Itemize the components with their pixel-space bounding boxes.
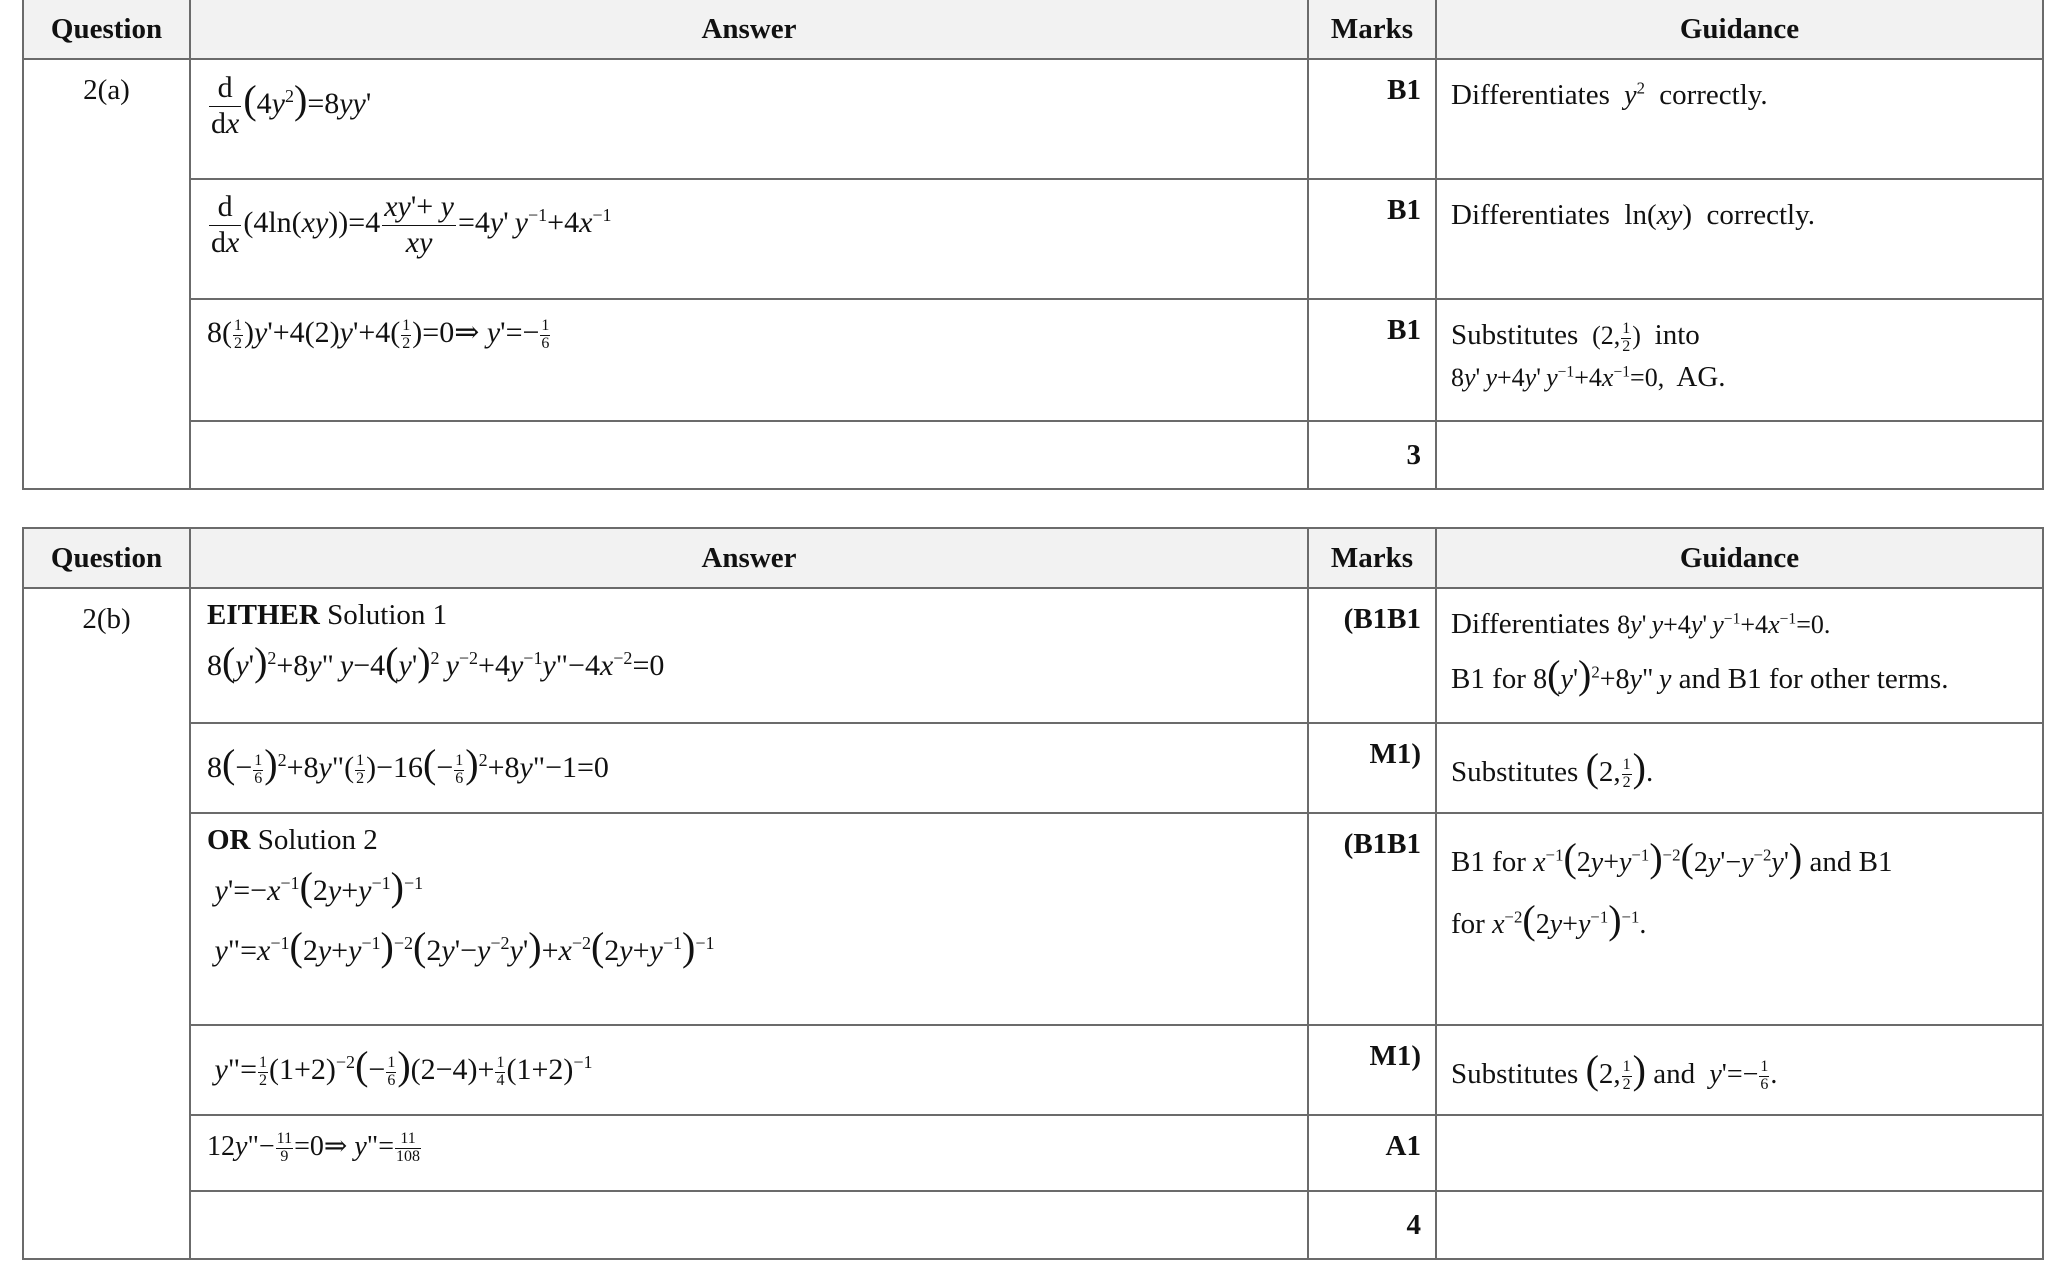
guidance-text: Differentiates bbox=[1451, 79, 1610, 111]
table-row bbox=[23, 1115, 2043, 1191]
question-number: 2(a) bbox=[23, 59, 190, 489]
answer-cell bbox=[190, 299, 1308, 421]
guidance-line1-math: $x^{-1}(2y+y^{-1})^{-2}(2y'-y^{-2}y')$ bbox=[1533, 835, 1803, 880]
marks-cell: M1) bbox=[1308, 1025, 1436, 1115]
guidance-line2-text: for bbox=[1451, 908, 1485, 941]
header-question: Question bbox=[23, 0, 190, 59]
answer-cell bbox=[190, 59, 1308, 179]
guidance-cell bbox=[1436, 723, 2043, 813]
answer-math: $\frac{d}{dx}$ $(4y^2)=8yy'$ bbox=[211, 71, 372, 140]
answer-math: $8(y')^2+8y$" $y-4(y')^2$ $y^{-2}+4y^{-1}y"-4x^{-2}=0$ bbox=[207, 639, 665, 684]
guidance-cell bbox=[1436, 59, 2043, 179]
solution-heading bbox=[207, 824, 1293, 857]
guidance-math2: y'=− $\frac{1}{6}$ . bbox=[1709, 1058, 1778, 1094]
guidance-math: (2, $\frac{1}{2}$ ) bbox=[1585, 1047, 1646, 1093]
marks-cell: B1 bbox=[1308, 179, 1436, 299]
guidance-line1-tail: and B1 bbox=[1809, 846, 1893, 878]
table-row bbox=[23, 588, 2043, 723]
solution-heading-text: Solution 1 bbox=[327, 599, 448, 631]
solution-heading-bold: OR bbox=[207, 824, 251, 856]
guidance-text: Differentiates bbox=[1451, 199, 1610, 231]
guidance-text: Substitutes bbox=[1451, 756, 1579, 788]
header-row bbox=[23, 528, 2043, 588]
guidance-text: Substitutes bbox=[1451, 319, 1579, 351]
answer-cell bbox=[190, 723, 1308, 813]
answer-cell bbox=[190, 179, 1308, 299]
total-row bbox=[23, 1191, 2043, 1259]
question-number: 2(b) bbox=[23, 588, 190, 1259]
guidance-line2-tail: and B1 for other terms. bbox=[1678, 663, 1949, 696]
marks-cell: A1 bbox=[1308, 1115, 1436, 1191]
answer-math: 8( $\frac{1}{2}$ )y'+4(2)y'+4( $\frac{1}{2}$ )=0⇒ y'=− $\frac{1}{6}$ bbox=[207, 316, 550, 352]
guidance-text: Substitutes bbox=[1451, 1058, 1579, 1090]
answer-cell-empty bbox=[190, 421, 1308, 489]
guidance-cell bbox=[1436, 179, 2043, 299]
header-marks: Marks bbox=[1308, 0, 1436, 59]
guidance-tail: correctly. bbox=[1706, 199, 1815, 231]
solution-heading-bold: EITHER bbox=[207, 599, 320, 631]
guidance-mid: and bbox=[1653, 1058, 1696, 1090]
total-marks: 4 bbox=[1308, 1191, 1436, 1259]
guidance-tail: correctly. bbox=[1659, 79, 1768, 111]
answer-cell bbox=[190, 588, 1308, 723]
guidance-cell-empty bbox=[1436, 1191, 2043, 1259]
guidance-math: (2, $\frac{1}{2}$ ). bbox=[1585, 745, 1654, 791]
marks-cell: B1 bbox=[1308, 59, 1436, 179]
table-row bbox=[23, 299, 2043, 421]
answer-math: $\frac{d}{dx}$ (4ln(xy))=4 $\frac{xy'+ y}{xy}$ =4y' $y^{-1}+4x^{-1}$ bbox=[211, 190, 612, 259]
table-row bbox=[23, 179, 2043, 299]
answer-cell bbox=[190, 1115, 1308, 1191]
table-row bbox=[23, 1025, 2043, 1115]
solution-heading bbox=[207, 599, 1293, 632]
header-row bbox=[23, 0, 2043, 59]
guidance-line1-text: B1 for bbox=[1451, 846, 1526, 878]
guidance-cell-empty bbox=[1436, 421, 2043, 489]
header-answer: Answer bbox=[190, 0, 1308, 59]
table-row bbox=[23, 813, 2043, 1025]
guidance-line2-tail: AG. bbox=[1676, 361, 1726, 394]
header-question: Question bbox=[23, 528, 190, 588]
mark-scheme-table-2a bbox=[22, 0, 2044, 490]
header-answer: Answer bbox=[190, 528, 1308, 588]
table-row bbox=[23, 59, 2043, 179]
guidance-line2-text: B1 for bbox=[1451, 663, 1526, 696]
guidance-math: $y^2$ bbox=[1624, 78, 1645, 111]
answer-math: y"= $\frac{1}{2}$ $(1+2)^{-2}(-$ $\frac{1}{6}$ )(2−4)+ $\frac{1}{4}$ $(1+2)^{-1}$ bbox=[214, 1043, 593, 1089]
guidance-math: ln(xy) bbox=[1617, 199, 1700, 231]
solution-heading-text: Solution 2 bbox=[257, 824, 378, 856]
answer-math: 8(− $\frac{1}{6}$ )$^2$+8y"( $\frac{1}{2}$ )−16(− $\frac{1}{6}$ )$^2$+8y"−1=0 bbox=[207, 741, 609, 787]
header-marks: Marks bbox=[1308, 528, 1436, 588]
marks-cell: (B1B1 bbox=[1308, 813, 1436, 1025]
guidance-line2-math: 8y' y+4y' $y^{-1}+4x^{-1}=0$, bbox=[1451, 363, 1671, 393]
guidance-line2-math: $8(y')^2+8y$" y bbox=[1533, 652, 1672, 698]
total-row bbox=[23, 421, 2043, 489]
guidance-text: Differentiates bbox=[1451, 608, 1610, 640]
marks-cell: M1) bbox=[1308, 723, 1436, 813]
guidance-math: (2, $\frac{1}{2}$ ) bbox=[1585, 319, 1648, 355]
guidance-cell bbox=[1436, 1025, 2043, 1115]
mark-scheme-table-2b bbox=[22, 527, 2044, 1260]
guidance-tail: into bbox=[1654, 319, 1700, 351]
header-guidance: Guidance bbox=[1436, 0, 2043, 59]
marks-cell: B1 bbox=[1308, 299, 1436, 421]
guidance-cell-empty bbox=[1436, 1115, 2043, 1191]
marks-cell: (B1B1 bbox=[1308, 588, 1436, 723]
answer-math-line1: $y'=-x^{-1}(2y+y^{-1})^{-1}$ bbox=[214, 864, 424, 909]
guidance-cell bbox=[1436, 813, 2043, 1025]
answer-cell-empty bbox=[190, 1191, 1308, 1259]
answer-cell bbox=[190, 813, 1308, 1025]
answer-math: 12y"− $\frac{11}{9}$ =0⇒ y"= $\frac{11}{108}$ bbox=[207, 1130, 421, 1166]
guidance-cell bbox=[1436, 588, 2043, 723]
guidance-cell bbox=[1436, 299, 2043, 421]
total-marks: 3 bbox=[1308, 421, 1436, 489]
table-row bbox=[23, 723, 2043, 813]
answer-math-line2: $y"=x^{-1}(2y+y^{-1})^{-2}(2y'-y^{-2}y')+x^{-2}(2y+y^{-1})^{-1}$ bbox=[214, 924, 715, 969]
guidance-math: 8y' y+4y' $y^{-1}+4x^{-1}=0$. bbox=[1617, 610, 1831, 639]
answer-cell bbox=[190, 1025, 1308, 1115]
guidance-line2-math: $x^{-2}(2y+y^{-1})^{-1}$. bbox=[1492, 897, 1647, 943]
header-guidance: Guidance bbox=[1436, 528, 2043, 588]
